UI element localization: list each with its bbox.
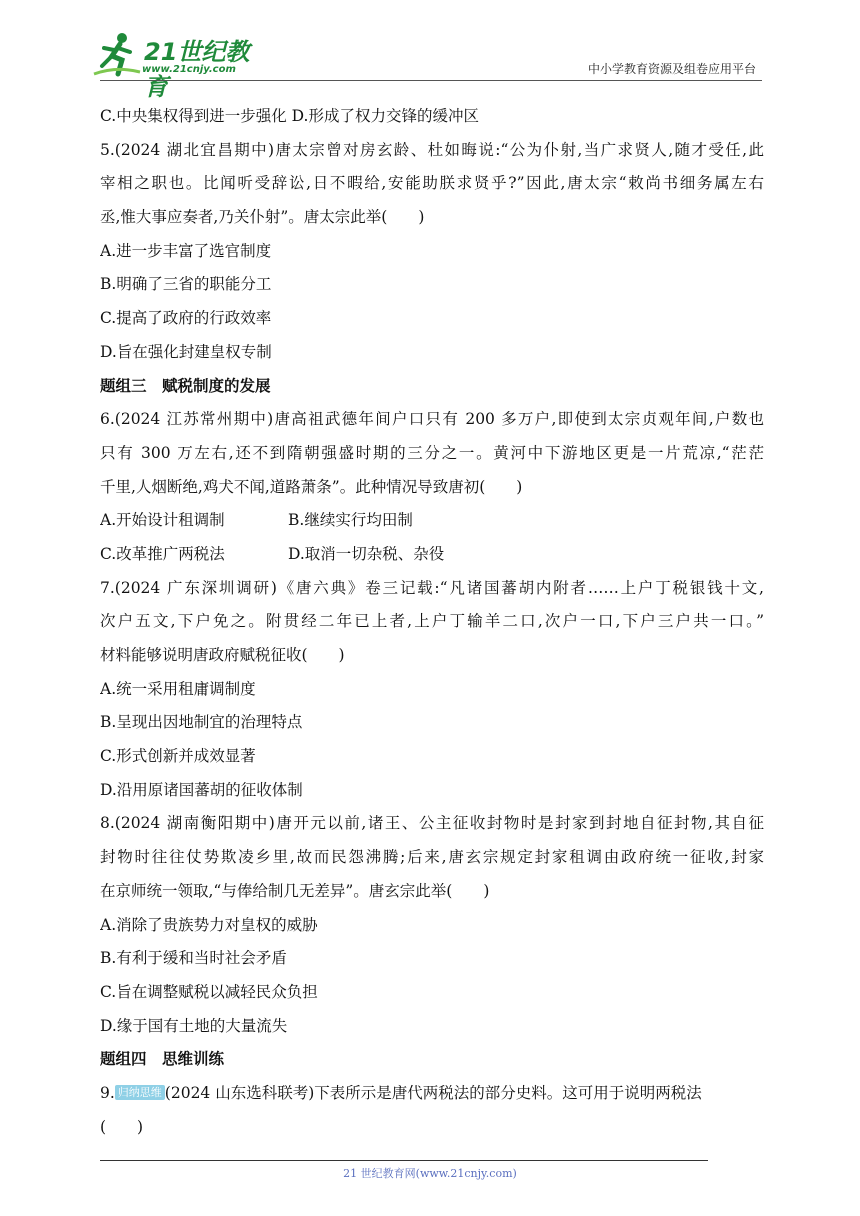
- q6-option-c: C.改革推广两税法: [100, 544, 225, 563]
- q6-stem-line: 6.(2024 江苏常州期中)唐高祖武德年间户口只有 200 多万户,即使到太宗贞观年间,户数也: [100, 410, 764, 429]
- q5-option-d: D.旨在强化封建皇权专制: [100, 342, 272, 361]
- q5-option-b: B.明确了三省的职能分工: [100, 275, 272, 294]
- q7-option-a: A.统一采用租庸调制度: [100, 679, 256, 698]
- header-divider: [100, 80, 762, 81]
- q9-stem-line: [100, 1077, 764, 1111]
- q6-stem-line: 千里,人烟断绝,鸡犬不闻,道路萧条”。此种情况导致唐初( ): [100, 477, 523, 496]
- q7-option-d: D.沿用原诸国蕃胡的征收体制: [100, 780, 303, 799]
- logo-text: 21世纪教育: [144, 38, 250, 101]
- q8-option-a: A.消除了贵族势力对皇权的威胁: [100, 915, 318, 934]
- q5-stem-line: 丞,惟大事应奏者,乃关仆射”。唐太宗此举( ): [100, 208, 425, 227]
- group4-heading: 题组四 思维训练: [100, 1050, 225, 1069]
- q6-stem-line: 只有 300 万左右,还不到隋朝强盛时期的三分之一。黄河中下游地区更是一片荒凉,“茫茫: [100, 443, 764, 462]
- logo-url: www.21cnjy.com: [142, 64, 236, 75]
- q6-option-d: D.取消一切杂税、杂役: [288, 544, 445, 563]
- q5-stem-line: 宰相之职也。比闻听受辞讼,日不暇给,安能助朕求贤乎?”因此,唐太宗“敕尚书细务属左右: [100, 174, 764, 193]
- thinking-tag-badge: 归纳思维: [115, 1085, 165, 1100]
- q7-stem-line: 材料能够说明唐政府赋税征收( ): [100, 646, 345, 664]
- question-content: [100, 100, 764, 1144]
- q8-option-b: B.有利于缓和当时社会矛盾: [100, 949, 287, 968]
- q8-option-c: C.旨在调整赋税以减轻民众负担: [100, 982, 318, 1001]
- platform-name: 中小学教育资源及组卷应用平台: [587, 62, 756, 76]
- q5-stem-line: 5.(2024 湖北宜昌期中)唐太宗曾对房玄龄、杜如晦说:“公为仆射,当广求贤人,随才受任,此: [100, 140, 764, 159]
- site-logo: [92, 30, 262, 101]
- q7-stem-line: 7.(2024 广东深圳调研)《唐六典》卷三记载:“凡诸国蕃胡内附者……上户丁税银钱十文,: [100, 578, 764, 597]
- q9-stem-text: (2024 山东选科联考)下表所示是唐代两税法的部分史料。这可用于说明两税法: [164, 1083, 702, 1102]
- q6-options-cd: [100, 538, 764, 572]
- footer-divider: [100, 1160, 708, 1161]
- q6-option-a: A.开始设计租调制: [100, 511, 225, 530]
- q8-stem-line: 封物时往往仗势欺凌乡里,故而民怨沸腾;后来,唐玄宗规定封家租调由政府统一征收,封家: [100, 848, 764, 867]
- q5-option-a: A.进一步丰富了选官制度: [100, 241, 272, 260]
- q9-number: 9.: [100, 1083, 115, 1102]
- page-footer: 21 世纪教育网(www.21cnjy.com): [343, 1167, 517, 1180]
- page-header: [0, 0, 860, 101]
- q7-option-c: C.形式创新并成效显著: [100, 747, 256, 766]
- q8-stem-line: 在京师统一领取,“与俸给制几无差异”。唐玄宗此举( ): [100, 881, 490, 900]
- q6-option-b: B.继续实行均田制: [288, 511, 413, 530]
- q9-answer-blank: ( ): [100, 1117, 144, 1136]
- runner-logo-icon: [92, 30, 142, 78]
- q7-option-b: B.呈现出因地制宜的治理特点: [100, 713, 303, 732]
- q8-option-d: D.缘于国有土地的大量流失: [100, 1016, 288, 1035]
- q6-options-ab: [100, 504, 764, 538]
- group3-heading: 题组三 赋税制度的发展: [100, 376, 271, 395]
- q7-stem-line: 次户五文,下户免之。附贯经二年已上者,上户丁输羊二口,次户一口,下户三户共一口。”: [100, 612, 764, 631]
- q8-stem-line: 8.(2024 湖南衡阳期中)唐开元以前,诸王、公主征收封物时是封家到封地自征封物,其自征: [100, 814, 764, 833]
- q5-option-c: C.提高了政府的行政效率: [100, 309, 272, 328]
- q4-options-cd: C.中央集权得到进一步强化 D.形成了权力交锋的缓冲区: [100, 107, 479, 125]
